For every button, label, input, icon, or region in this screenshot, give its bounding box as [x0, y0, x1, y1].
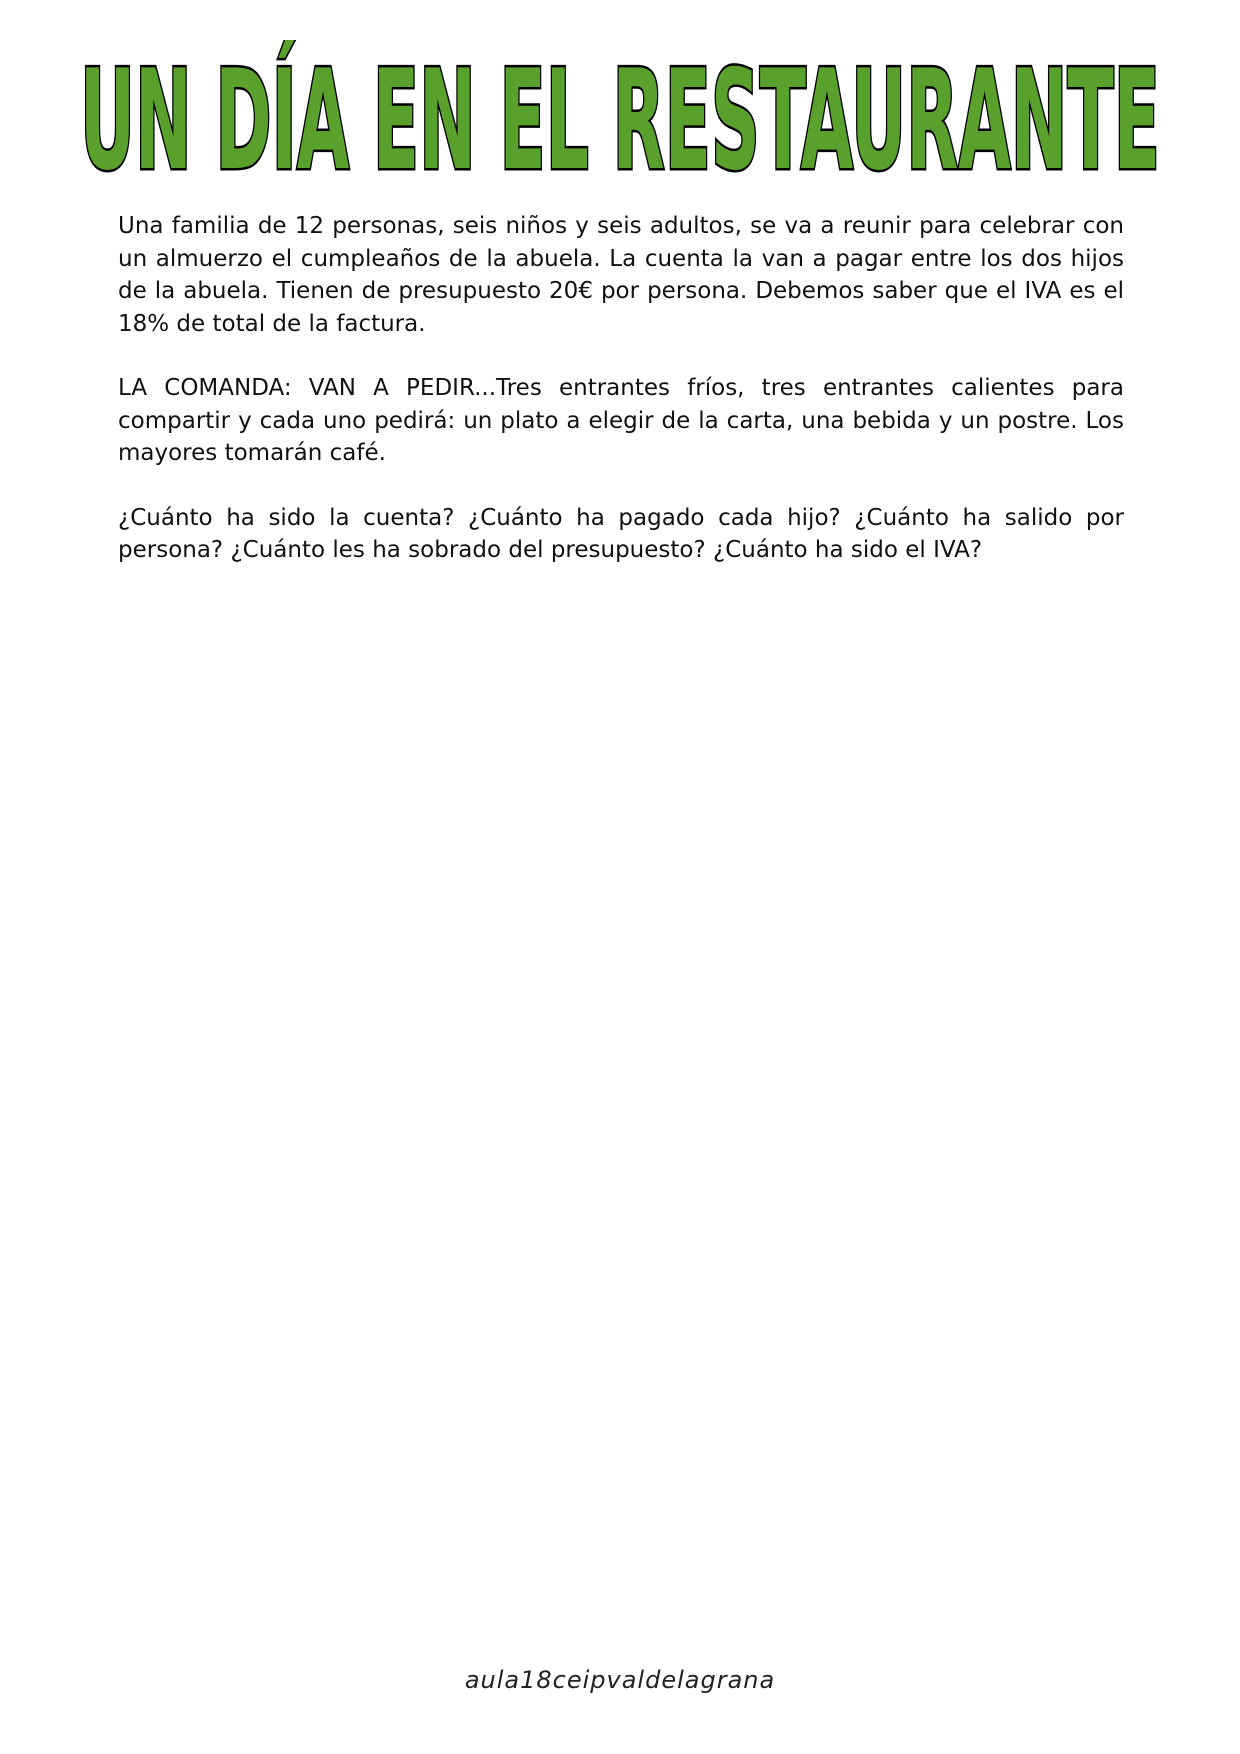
- page-title: [70, 40, 1170, 200]
- questions-paragraph: ¿Cuánto ha sido la cuenta? ¿Cuánto ha pagado cada hijo? ¿Cuánto ha salido por persona? ¿Cuánto les ha sobrado del presupuesto? ¿Cuánto ha sido el IVA?: [118, 504, 1124, 563]
- intro-paragraph: Una familia de 12 personas, seis niños y seis adultos, se va a reunir para celebrar con un almuerzo el cumpleaños de la abuela. La cuenta la van a pagar entre los dos hijos de la abuela. Tienen de presupuesto 20€ por persona. Debemos saber que el IVA es el 18% de total de la factura.: [118, 213, 1124, 337]
- title-text: UN DÍA EN EL RESTAURANTE: [80, 40, 1160, 200]
- document-body: [118, 210, 1124, 599]
- order-paragraph: LA COMANDA: VAN A PEDIR...Tres entrantes fríos, tres entrantes calientes para compartir y cada uno pedirá: un plato a elegir de la carta, una bebida y un postre. Los mayores tomarán café.: [118, 375, 1124, 466]
- footer-credit: aula18ceipvaldelagrana: [464, 1666, 776, 1694]
